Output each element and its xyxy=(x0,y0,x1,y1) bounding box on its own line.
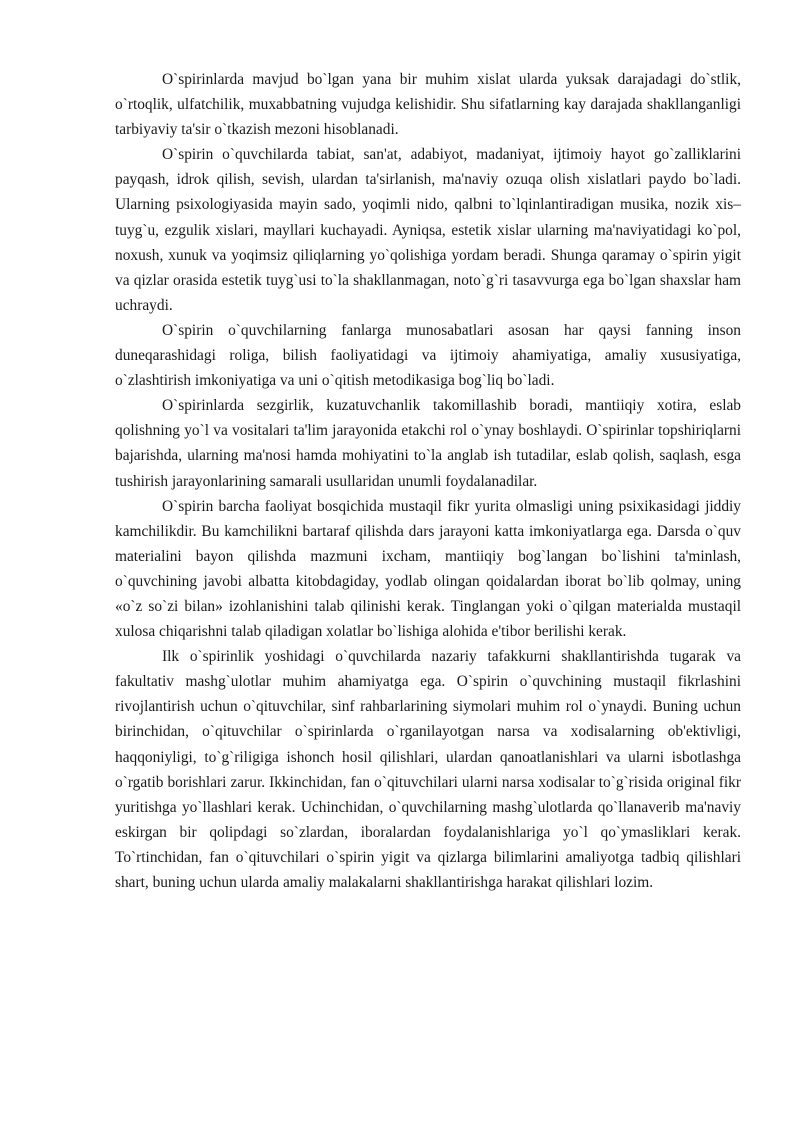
body-text xyxy=(115,67,741,895)
paragraph: O`spirin o`quvchilarning fanlarga munosabatlari asosan har qaysi fanning inson duneqarashidagi roliga, bilish faoliyatidagi va ijtimoiy ahamiyatiga, amaliy xususiyatiga, o`zlashtirish imkoniyatiga va uni o`qitish metodikasiga bog`liq bo`ladi. xyxy=(115,321,741,390)
paragraph: O`spirinlarda sezgirlik, kuzatuvchanlik takomillashib boradi, mantiiqiy xotira, eslab qolishning yo`l va vositalari ta'lim jarayonida etakchi rol o`ynay boshlaydi. O`spirinlar topshiriqlarni bajarishda, ularning ma'nosi hamda mohiyatini to`la anglab ish tutadilar, eslab qolish, saqlash, esga tushirish jarayonlarining samarali usullaridan unumli foydalanadilar. xyxy=(115,397,741,490)
paragraph: O`spirin barcha faoliyat bosqichida mustaqil fikr yurita olmasligi uning psixikasidagi jiddiy kamchilikdir. Bu kamchilikni bartaraf qilishda dars jarayoni katta imkoniyatlarga ega. Darsda o`quv materialini bayon qilishda mazmuni ixcham, mantiiqiy bog`langan bo`lishini ta'minlash, o`quvchining javobi albatta kitobdagiday, yodlab olingan qoidalardan iborat bo`lib qolmay, uning «o`z so`zi bilan» izohlanishini talab qilinishi kerak. Tinglangan yoki o`qilgan materialda mustaqil xulosa chiqarishni talab qiladigan xolatlar bo`lishiga alohida e'tibor berilishi kerak. xyxy=(115,497,741,641)
paragraph: O`spirinlarda mavjud bo`lgan yana bir muhim xislat ularda yuksak darajadagi do`stlik, o`rtoqlik, ulfatchilik, muxabbatning vujudga kelishidir. Shu sifatlarning kay darajada shakllanganligi tarbiyaviy ta'sir o`tkazish mezoni hisoblanadi. xyxy=(115,71,741,139)
paragraph: O`spirin o`quvchilarda tabiat, san'at, adabiyot, madaniyat, ijtimoiy hayot go`zalliklarini payqash, idrok qilish, sevish, ulardan ta'sirlanish, ma'naviy ozuqa olish xislatlari paydo bo`ladi. Ularning psixologiyasida mayin sado, yoqimli nido, qalbni to`lqinlantiradigan musika, nozik xis–tuyg`u, ezgulik xislari, mayllari kuchayadi. Ayniqsa, estetik xislar ularning ma'naviyatidagi ko`pol, noxush, xunuk va yoqimsiz qiliqlarning yo`qolishiga yordam beradi. Shunga qaramay o`spirin yigit va qizlar orasida estetik tuyg`usi to`la shakllanmagan, noto`g`ri tasavvurga ega bo`lgan shaxslar ham uchraydi. xyxy=(115,146,741,314)
paragraph: Ilk o`spirinlik yoshidagi o`quvchilarda nazariy tafakkurni shakllantirishda tugarak va fakultativ mashg`ulotlar muhim ahamiyatga ega. O`spirin o`quvchining mustaqil fikrlashini rivojlantirish uchun o`qituvchilar, sinf rahbarlarining siymolari muhim rol o`ynaydi. Buning uchun birinchidan, o`qituvchilar o`spirinlarda o`rganilayotgan narsa va xodisalarning ob'ektivligi, haqqoniyligi, to`g`riligiga ishonch hosil qilishlari, ulardan qanoatlanishlari va ularni isbotlashga o`rgatib borishlari zarur. Ikkinchidan, fan o`qituvchilari ularni narsa xodisalar to`g`risida original fikr yuritishga yo`llashlari kerak. Uchinchidan, o`quvchilarning mashg`ulotlarda qo`llanaverib ma'naviy eskirgan bir qolipdagi so`zlardan, iboralardan foydalanishlariga yo`l qo`ymasliklari kerak. To`rtinchidan, fan o`qituvchilari o`spirin yigit va qizlarga bilimlarini amaliyotga tadbiq qilishlari shart, buning uchun ularda amaliy malakalarni shakllantirishga harakat qilishlari lozim. xyxy=(115,648,741,891)
